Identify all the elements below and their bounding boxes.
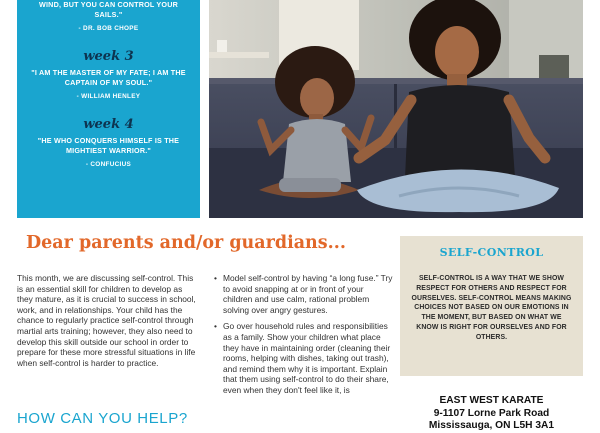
quote-week-3-text: "I AM THE MASTER OF MY FATE; I AM THE CAPTAIN OF MY SOUL." <box>31 68 186 87</box>
school-name: EAST WEST KARATE <box>439 395 544 406</box>
week-4-label: week 4 <box>83 117 134 132</box>
tip-item: • Model self-control by having “a long fuse.” Try to avoid snapping at or in front of your children and use calm, rational problem solving over angry gestures. <box>212 273 394 315</box>
school-address <box>400 395 583 433</box>
school-street: 9-1107 Lorne Park Road <box>433 407 550 419</box>
quote-week-2-author: - DR. BOB CHOPE <box>78 25 139 32</box>
quote-week-4-text: "HE WHO CONQUERS HIMSELF IS THE MIGHTIEST WARRIOR." <box>37 136 180 155</box>
tip-item: • Go over household rules and responsibilities as a family. Show your children what place they have in maintaining order (cleaning their rooms, helping with dishes, taking out trash), and remind them why it is important. Explain that them using self-control to do their share, even when they don't feel like it, is <box>212 321 394 395</box>
quotes-panel <box>17 0 200 218</box>
quote-week-4-author: - CONFUCIUS <box>85 161 132 168</box>
tips-list <box>212 273 394 402</box>
self-control-title: SELF-CONTROL <box>439 246 544 259</box>
letter-heading: Dear parents and/or guardians... <box>26 233 346 253</box>
meditation-photo <box>209 0 583 218</box>
help-heading: HOW CAN YOU HELP? <box>17 410 188 427</box>
quote-week-2-text: WIND, BUT YOU CAN CONTROL YOUR SAILS." <box>39 0 178 19</box>
school-city: Mississauga, ON L5H 3A1 <box>428 420 555 431</box>
self-control-text: SELF-CONTROL IS A WAY THAT WE SHOW RESPECT FOR OTHERS AND RESPECT FOR OURSELVES. SELF-CONTROL MEANS MAKING CHOICES NOT BASED ON OUR EMOTIONS IN THE MOMENT, BUT BASED ON WHAT WE KNOW IS RIGHT FOR OURSELVES AND FOR OTHERS. <box>411 275 572 341</box>
quote-week-3-author: - WILLIAM HENLEY <box>76 93 141 100</box>
week-3-label: week 3 <box>83 49 134 64</box>
self-control-box <box>400 236 583 376</box>
letter-intro: This month, we are discussing self-control. This is an essential skill for children to develop as they mature, as it is crucial to success in school, work, and in relationships. Your child has the chance to regularly practice self-control through martial arts training; however, they also need to develop this skill outside our school in order to prepare for these more stressful situations in life when self-control is harder to practice. <box>17 273 196 368</box>
